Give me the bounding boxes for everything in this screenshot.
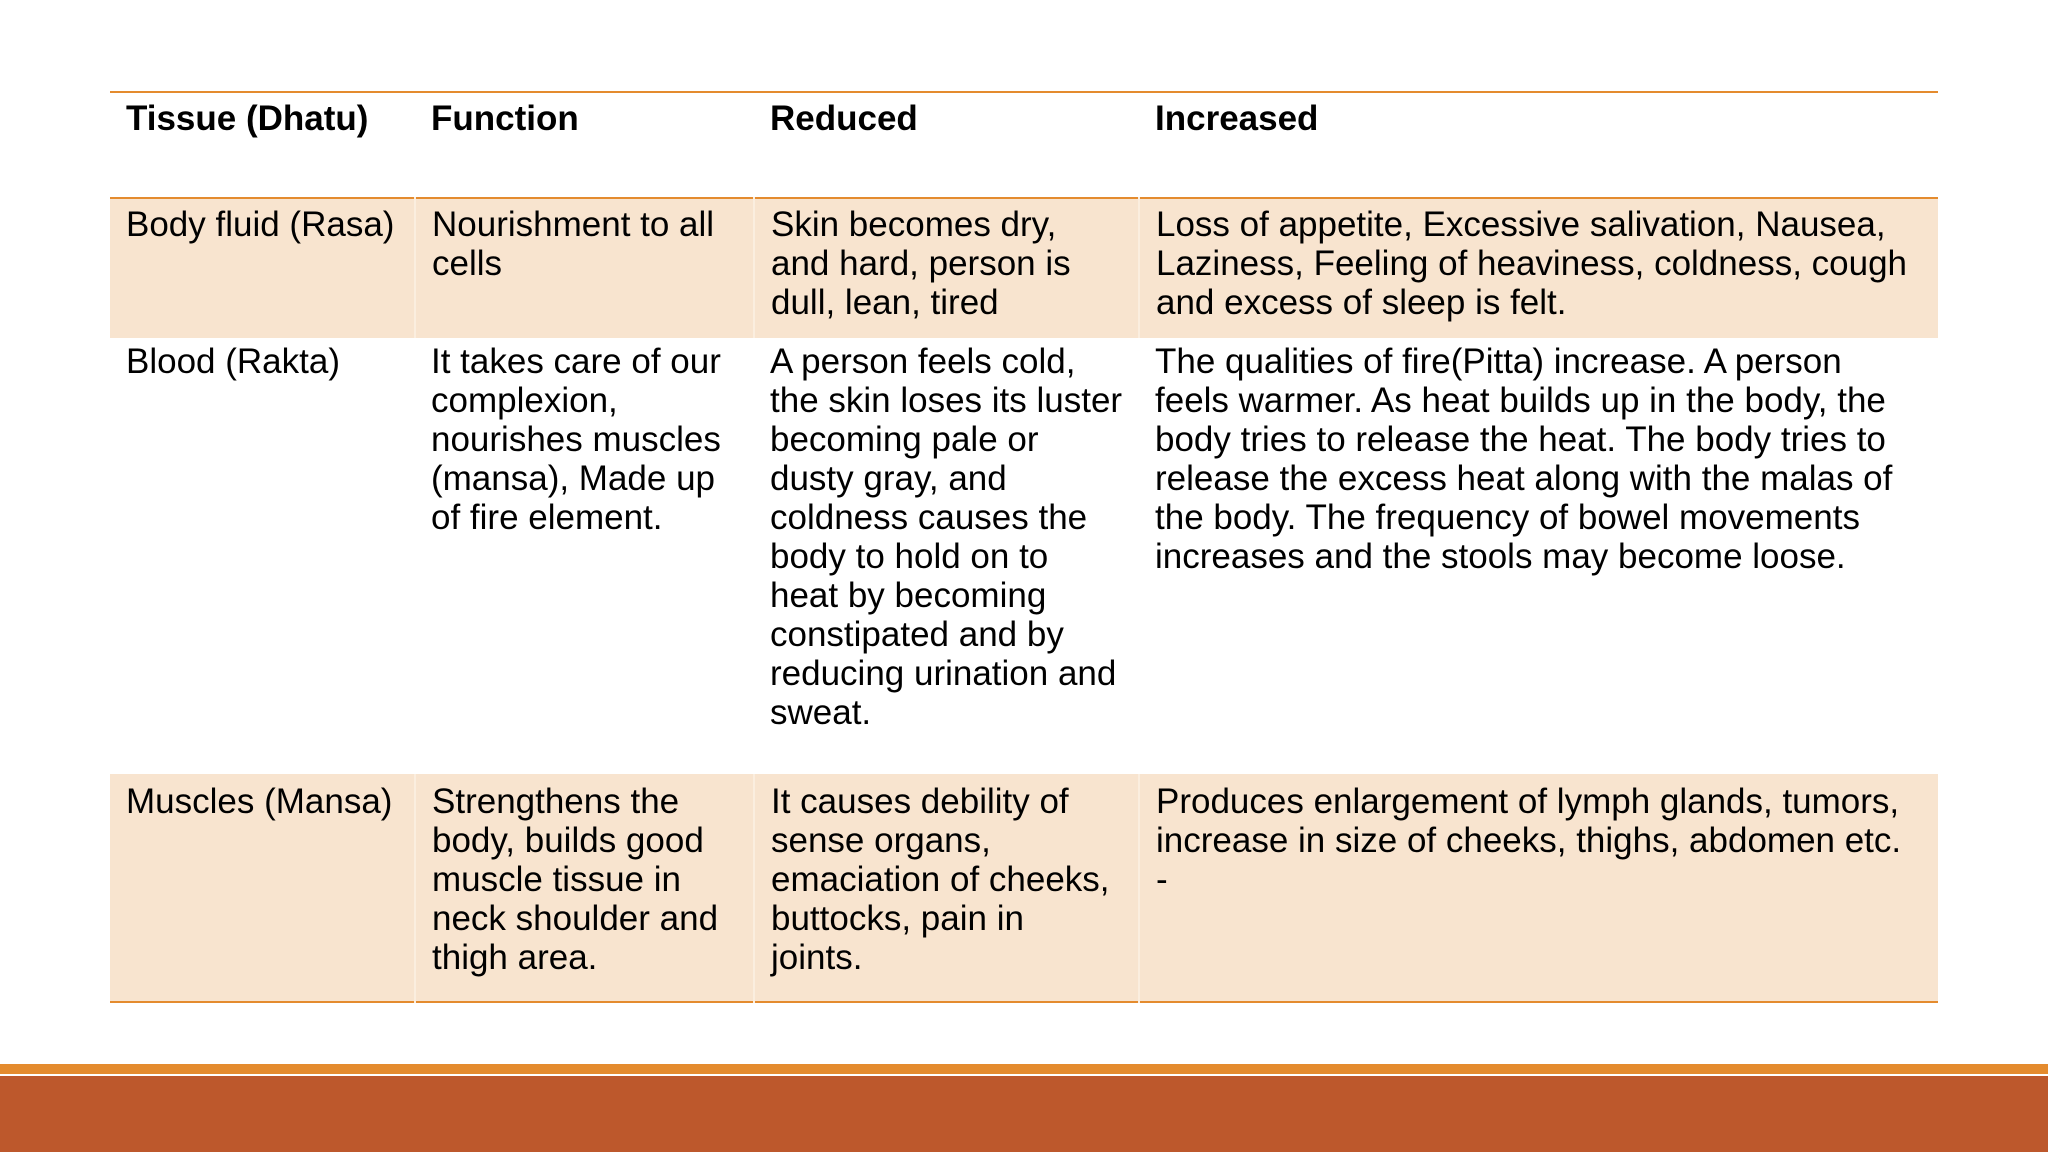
cell-reduced: Skin becomes dry, and hard, person is dull, lean, tired: [754, 198, 1139, 338]
cell-tissue: Blood (Rakta): [126, 342, 340, 381]
cell-increased: Produces enlargement of lymph glands, tumors, increase in size of cheeks, thighs, abdomen etc. -: [1139, 774, 1938, 1002]
footer-band: [0, 1076, 2048, 1152]
header-reduced: Reduced: [770, 99, 918, 138]
footer-accent-line: [0, 1064, 2048, 1074]
dhatu-table: [110, 91, 1938, 1003]
header-tissue: Tissue (Dhatu): [126, 99, 369, 138]
table-row-rasa: [110, 198, 1938, 338]
cell-tissue: Body fluid (Rasa): [110, 198, 415, 338]
cell-reduced: A person feels cold, the skin loses its luster becoming pale or dusty gray, and coldness causes the body to hold on to heat by becoming constipated and by reducing urination and sweat.: [770, 342, 1123, 732]
cell-function: It takes care of our complexion, nourishes muscles (mansa), Made up of fire element.: [431, 342, 721, 537]
table-header-row: [110, 92, 1938, 198]
cell-increased: The qualities of fire(Pitta) increase. A person feels warmer. As heat builds up in the body, the body tries to release the heat. The body tries to release the excess heat along with the malas of the body. The frequency of bowel movements increases and the stools may become loose.: [1155, 342, 1893, 576]
table-row-rakta: [110, 338, 1938, 774]
header-function: Function: [431, 99, 579, 138]
header-increased: Increased: [1155, 99, 1319, 138]
table-row-mansa: [110, 774, 1938, 1002]
cell-reduced: It causes debility of sense organs, emaciation of cheeks, buttocks, pain in joints.: [754, 774, 1139, 1002]
cell-tissue: Muscles (Mansa): [110, 774, 415, 1002]
cell-function: Nourishment to all cells: [415, 198, 754, 338]
cell-function: Strengthens the body, builds good muscle tissue in neck shoulder and thigh area.: [415, 774, 754, 1002]
cell-increased: Loss of appetite, Excessive salivation, Nausea, Laziness, Feeling of heaviness, coldness, cough and excess of sleep is felt.: [1139, 198, 1938, 338]
